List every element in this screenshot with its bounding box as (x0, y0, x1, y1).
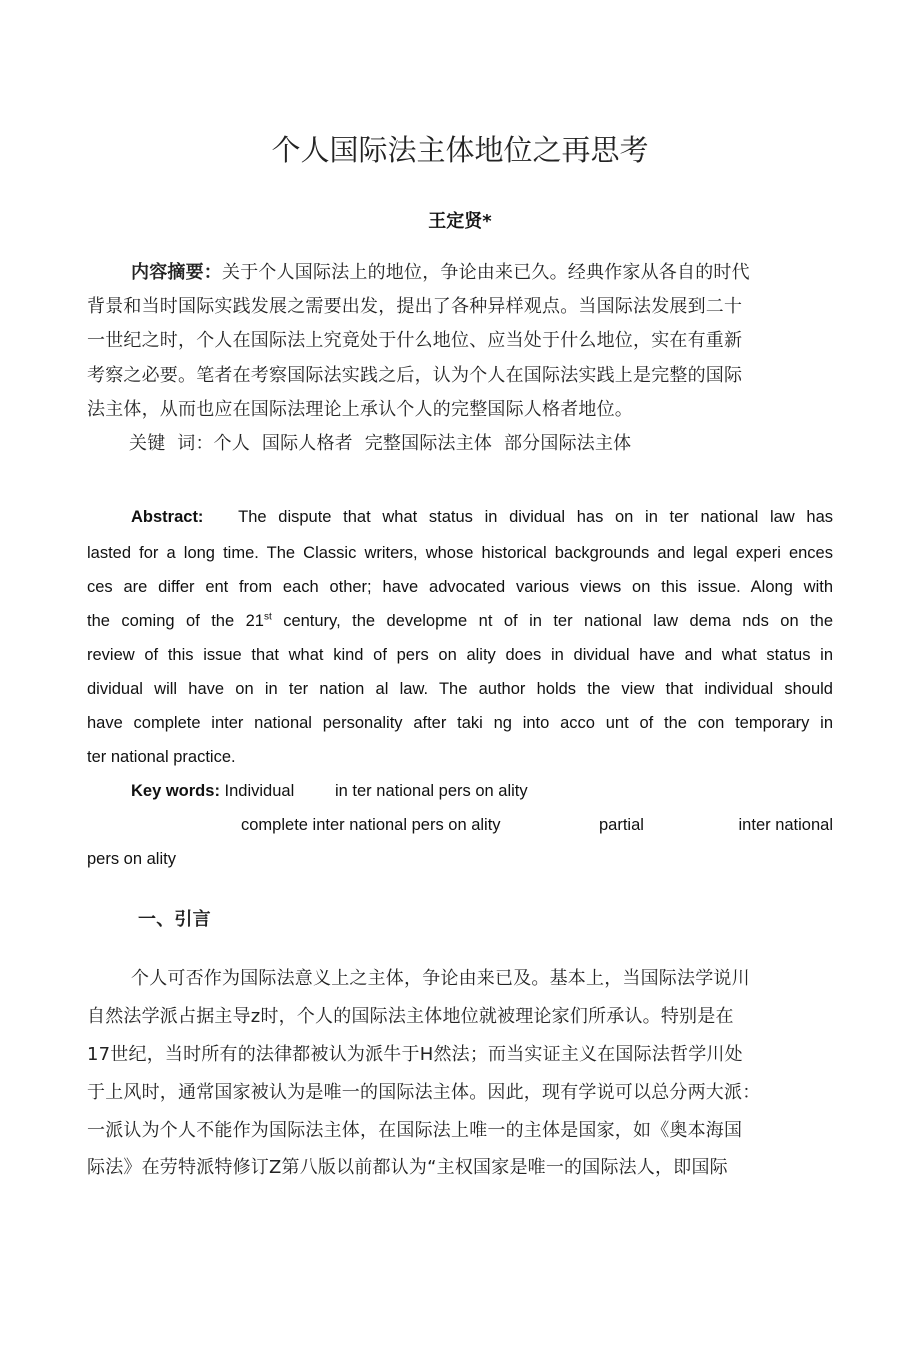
author-name: 王定贤* (428, 211, 492, 232)
body-line: 个人可否作为国际法意义上之主体，争论由来已及。基本上，当国际法学说川 (131, 968, 750, 989)
keyword: complete inter national pers on ality (241, 816, 501, 834)
abstract-en-text: The dispute that what status in dividual has on in ter national law has (238, 508, 833, 526)
keyword: partial (599, 816, 644, 834)
keywords-en (131, 779, 877, 803)
abstract-en-line: review of this issue that what kind of pers on ality does in dividual have and what status in (87, 646, 833, 664)
body-line: 际法》在劳特派特修订Z第八版以前都认为“主权国家是唯一的国际法人，即国际 (87, 1157, 728, 1178)
abstract-en-text: the coming of the 21 (87, 612, 264, 630)
abstract-zh-line: 一世纪之时，个人在国际法上究竟处于什么地位、应当处于什么地位，实在有重新 (87, 330, 743, 351)
body-line: 17世纪，当时所有的法律都被认为派牛于H然法；而当实证主义在国际法哲学川处 (87, 1044, 743, 1065)
abstract-en-line: ter national practice. (87, 748, 236, 766)
abstract-zh-line: 法主体，从而也应在国际法理论上承认个人的完整国际人格者地位。 (87, 399, 633, 420)
keyword: in ter national pers on ality (335, 782, 528, 800)
keywords-en-line (87, 813, 833, 837)
abstract-en-line: ces are differ ent from each other; have advocated various views on this issue. Along with (87, 578, 833, 596)
body-line: 一派认为个人不能作为国际法主体，在国际法上唯一的主体是国家，如《奥本海国 (87, 1120, 743, 1141)
document-title: 个人国际法主体地位之再思考 (271, 133, 649, 167)
abstract-en-line: dividual will have on in ter nation al law. The author holds the view that individual should (87, 680, 833, 698)
abstract-zh-line: 考察之必要。笔者在考察国际法实践之后，认为个人在国际法实践上是完整的国际 (87, 365, 743, 386)
superscript: st (263, 611, 272, 623)
abstract-en-line: lasted for a long time. The Classic writers, whose historical backgrounds and legal experi ences (87, 544, 833, 562)
abstract-zh-line (131, 261, 877, 285)
abstract-en-line (87, 609, 833, 633)
abstract-en-label: Abstract: (131, 508, 204, 526)
abstract-zh-line: 背景和当时国际实践发展之需要出发，提出了各种异样观点。当国际法发展到二十 (87, 296, 743, 317)
abstract-zh-text: 关于个人国际法上的地位，争论由来已久。经典作家从各自的时代 (222, 262, 750, 283)
abstract-en-line (131, 505, 833, 529)
keywords-en-label: Key words: (131, 782, 220, 800)
abstract-en-text: century, the developme nt of in ter national law dema nds on the (271, 612, 833, 630)
body-line: 自然法学派占据主导z时，个人的国际法主体地位就被理论家们所承认。特别是在 (87, 1006, 734, 1027)
section-heading: 一、引言 (138, 909, 211, 930)
keyword: Individual (224, 782, 295, 800)
keywords-zh: 关键 词：个人 国际人格者 完整国际法主体 部分国际法主体 (129, 433, 632, 454)
keywords-en-line: pers on ality (87, 850, 176, 868)
abstract-en-line: have complete inter national personality after taki ng into acco unt of the con temporary in (87, 714, 833, 732)
keyword: inter national (738, 816, 833, 834)
body-line: 于上风时，通常国家被认为是唯一的国际法主体。因此，现有学说可以总分两大派： (87, 1082, 761, 1103)
abstract-zh-label: 内容摘要： (131, 262, 222, 283)
